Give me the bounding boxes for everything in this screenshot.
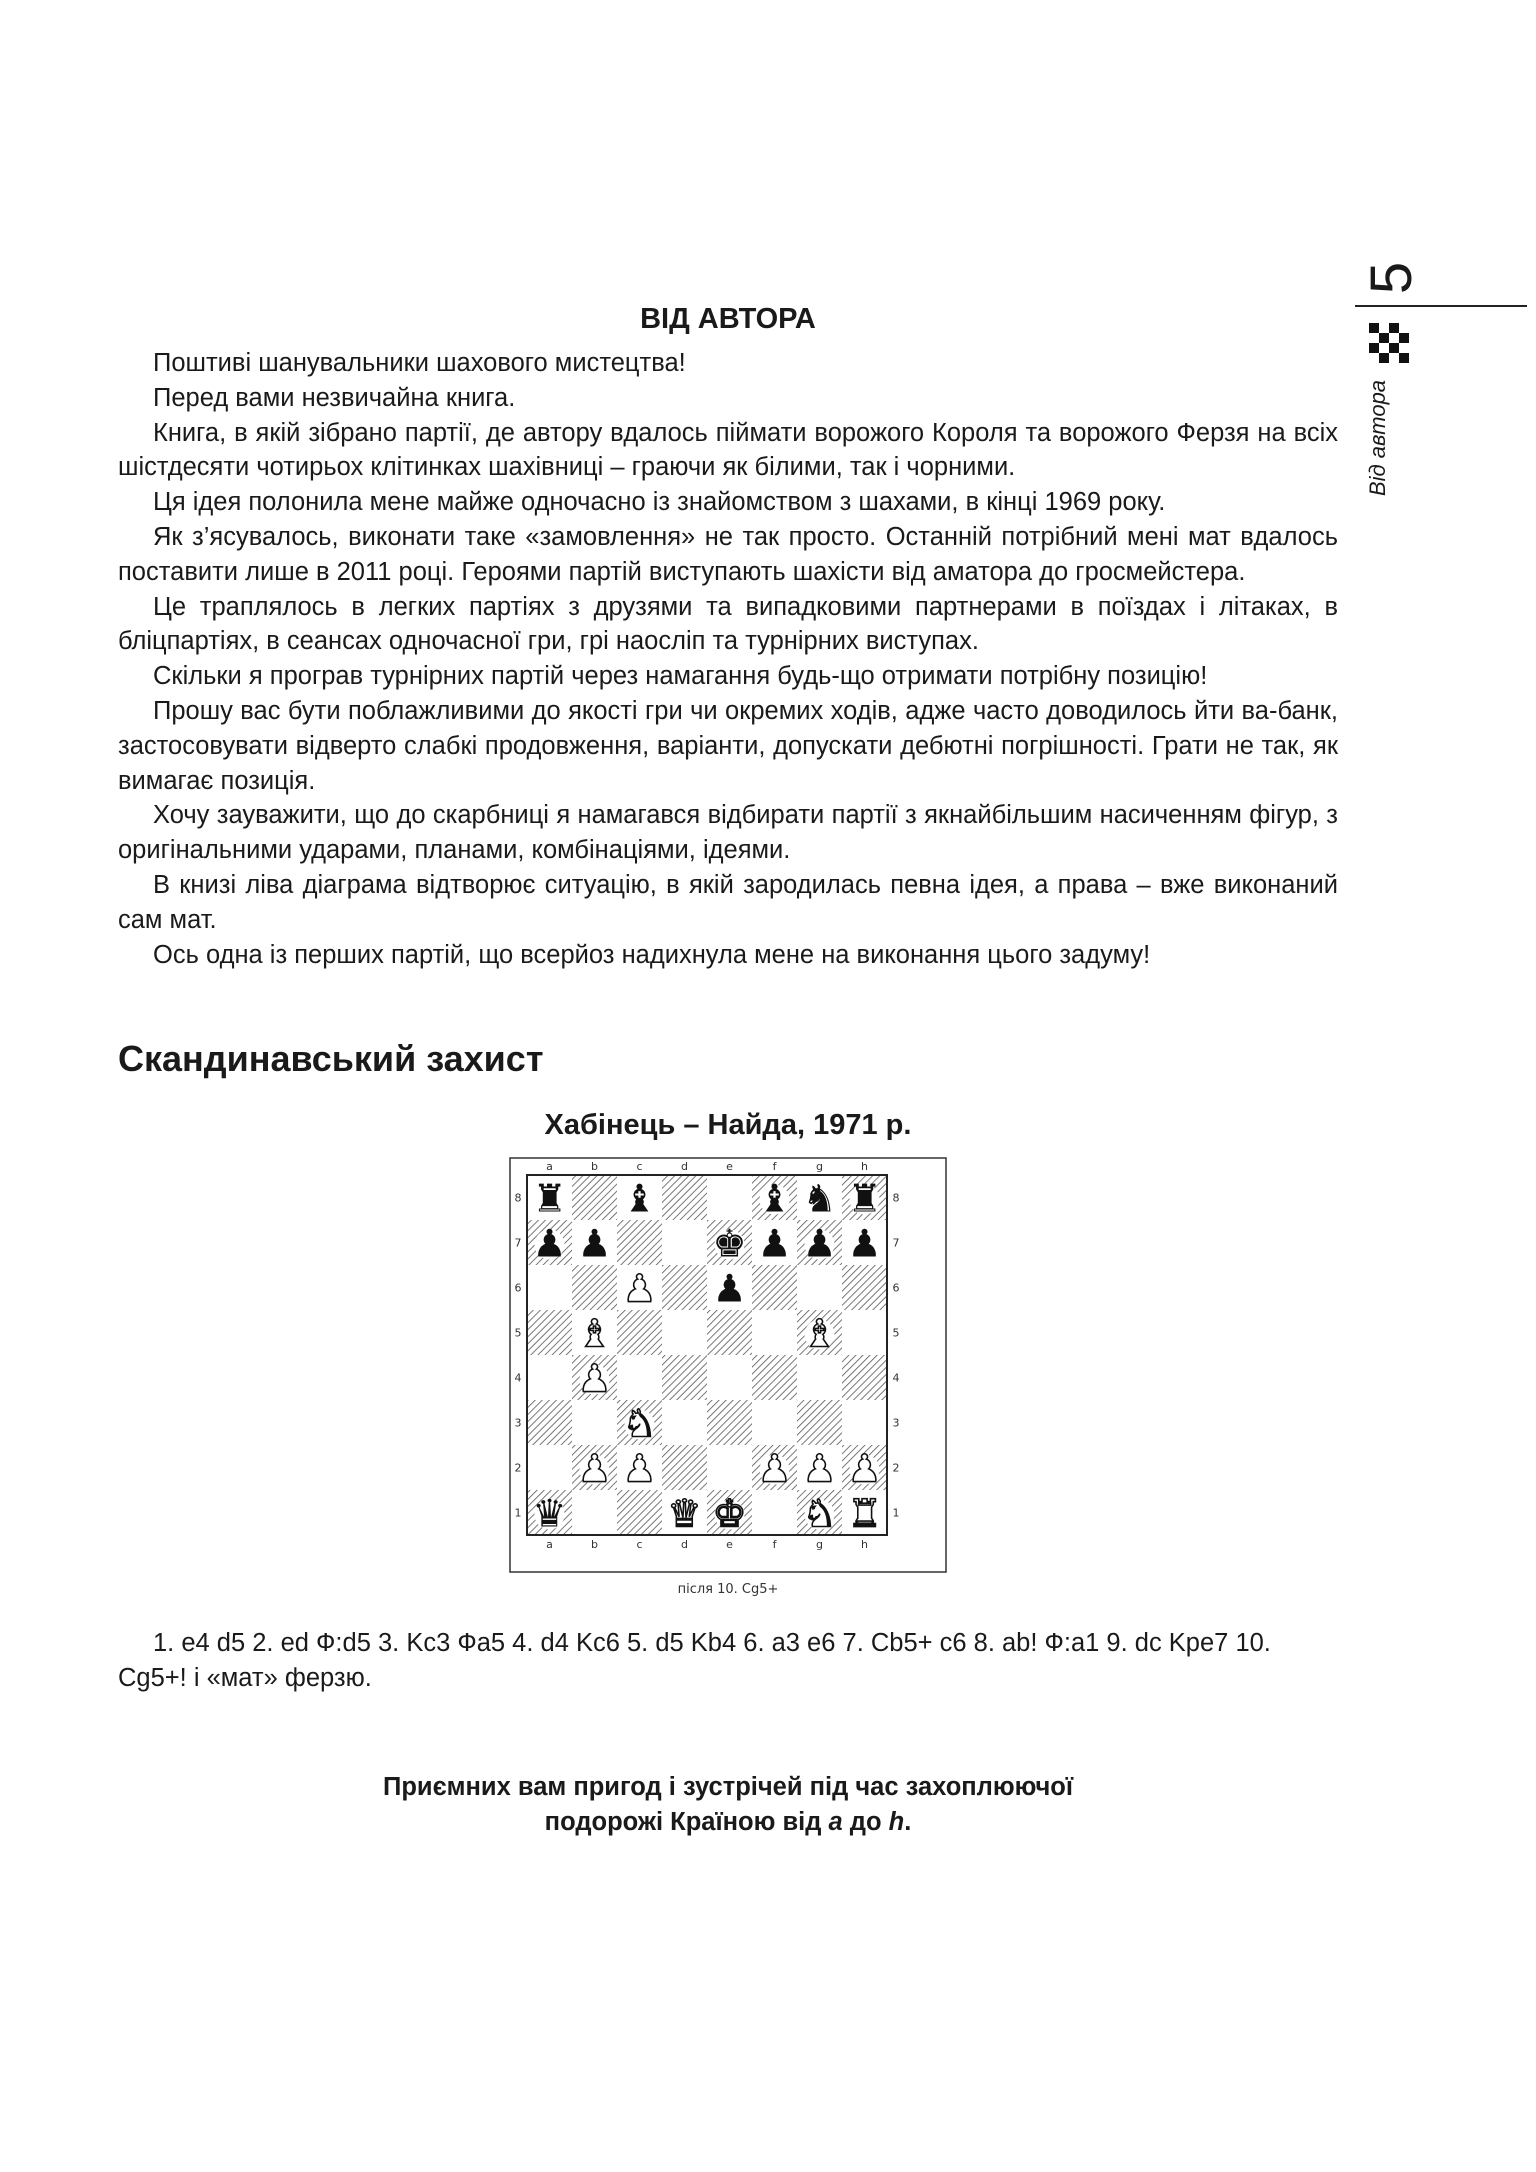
black-pawn-icon: ♟ [577, 1221, 612, 1266]
rank-label-left: 5 [514, 1326, 522, 1340]
square-f1 [752, 1490, 797, 1535]
rank-label-right: 1 [892, 1506, 900, 1520]
square-e4 [707, 1355, 752, 1400]
square-d5 [662, 1310, 707, 1355]
white-pawn-icon: ♟ [622, 1446, 657, 1491]
rank-label-right: 3 [892, 1416, 900, 1430]
square-b3 [572, 1400, 617, 1445]
file-label-bottom: h [861, 1538, 868, 1551]
rank-label-right: 6 [892, 1281, 900, 1295]
square-b1 [572, 1490, 617, 1535]
paragraph: Це траплялось в легких партіях з друзями та випадковими партнерами в поїздах і літаках, в бліцпартіях, в сеансах одночасної гри, грі наосліп та турнірних виступах. [118, 592, 1338, 656]
white-pawn-icon: ♟ [622, 1266, 657, 1311]
paragraph: Як з’ясувалось, виконати таке «замовлення» не так просто. Останній потрібний мені мат вдалось поставити лише в 2011 році. Героями партій виступають шахісти від аматора до гросмейстера. [118, 522, 1338, 586]
section-title: ВІД АВТОРА [640, 303, 816, 335]
paragraph: В книзі ліва діаграма відтворює ситуацію, в якій зародилась певна ідея, а права – вже виконаний сам мат. [118, 870, 1338, 934]
rank-label-left: 1 [514, 1506, 522, 1520]
paragraph: Хочу зауважити, що до скарбниці я намагався відбирати партії з якнайбільшим насиченням фігур, з оригінальними ударами, планами, комбінаціями, ідеями. [118, 801, 1338, 865]
paragraph: Скільки я програв турнірних партій через намагання будь-що отримати потрібну позицію! [153, 662, 1208, 691]
square-a4 [527, 1355, 572, 1400]
rank-label-left: 8 [514, 1191, 522, 1205]
paragraph: Ось одна із перших партій, що всерйоз надихнула мене на виконання цього задуму! [153, 940, 1151, 969]
closing-text: подорожі Країною від [544, 1808, 829, 1836]
square-h6 [842, 1265, 887, 1310]
closing-file-a: а [828, 1808, 843, 1836]
file-label-bottom: g [816, 1538, 823, 1551]
paragraph: Поштиві шанувальники шахового мистецтва! [153, 349, 686, 377]
square-d2 [662, 1445, 707, 1490]
white-knight-icon: ♞ [622, 1401, 657, 1446]
closing-line-2 [118, 1805, 1338, 1840]
diagram-caption: після 10. Cg5+ [677, 1582, 779, 1597]
square-c7 [617, 1220, 662, 1265]
white-bishop-icon: ♝ [577, 1311, 612, 1356]
paragraph: Прошу вас бути поблажливими до якості гри чи окремих ходів, адже часто доводилось йти ва-банк, застосовувати відверто слабкі продовження, варіанти, допускати дебютні погрішності. Грати не так, як вимагає позиція. [118, 696, 1338, 795]
square-f4 [752, 1355, 797, 1400]
black-bishop-icon: ♝ [757, 1176, 792, 1221]
black-pawn-icon: ♟ [532, 1221, 567, 1266]
white-pawn-icon: ♟ [802, 1446, 837, 1491]
black-bishop-icon: ♝ [622, 1176, 657, 1221]
white-pawn-icon: ♟ [847, 1446, 882, 1491]
file-label-top: h [861, 1160, 868, 1173]
square-a2 [527, 1445, 572, 1490]
rank-label-right: 8 [892, 1191, 900, 1205]
rank-label-right: 5 [892, 1326, 900, 1340]
square-h3 [842, 1400, 887, 1445]
opening-title: Скандинавський захист [118, 1038, 544, 1079]
page-number: 5 [1359, 261, 1424, 295]
square-a3 [527, 1400, 572, 1445]
file-label-bottom: c [636, 1538, 643, 1551]
file-label-top: a [546, 1160, 553, 1173]
square-g6 [797, 1265, 842, 1310]
square-d6 [662, 1265, 707, 1310]
chessboard [509, 1157, 947, 1602]
rank-label-left: 4 [514, 1371, 522, 1385]
square-d7 [662, 1220, 707, 1265]
rank-label-right: 4 [892, 1371, 900, 1385]
file-label-top: e [726, 1160, 733, 1173]
side-rule-divider [1355, 305, 1527, 307]
game-title: Хабінець – Найда, 1971 р. [544, 1109, 912, 1141]
black-pawn-icon: ♟ [712, 1266, 747, 1311]
game-moves [118, 1626, 1338, 1696]
paragraph: Книга, в якій зібрано партії, де автору вдалось піймати ворожого Короля та ворожого Ферзя на всіх шістдесяти чотирьох клітинках шахівниці – граючи як білими, так і чорними. [118, 418, 1338, 482]
square-a6 [527, 1265, 572, 1310]
rank-label-right: 2 [892, 1461, 900, 1475]
file-label-top: g [816, 1160, 823, 1173]
rank-label-right: 7 [892, 1236, 900, 1250]
square-e2 [707, 1445, 752, 1490]
square-d8 [662, 1175, 707, 1220]
square-d3 [662, 1400, 707, 1445]
white-bishop-icon: ♝ [802, 1311, 837, 1356]
file-label-bottom: f [772, 1538, 777, 1551]
chess-diagram [509, 1157, 947, 1602]
closing-file-h: h [888, 1808, 905, 1836]
rank-label-left: 7 [514, 1236, 522, 1250]
square-h5 [842, 1310, 887, 1355]
moves-text: 1. e4 d5 2. ed Ф:d5 3. Kc3 Фа5 4. d4 Kc6 5. d5 Kb4 6. a3 e6 7. Cb5+ c6 8. ab! Ф:a1 9. dc Kpe7 10. Cg5+! і «мат» ферзю. [118, 1629, 1271, 1692]
black-pawn-icon: ♟ [802, 1221, 837, 1266]
black-pawn-icon: ♟ [757, 1221, 792, 1266]
closing-text: до [842, 1808, 889, 1836]
white-pawn-icon: ♟ [577, 1356, 612, 1401]
square-f3 [752, 1400, 797, 1445]
square-c1 [617, 1490, 662, 1535]
square-b8 [572, 1175, 617, 1220]
black-queen-icon: ♛ [532, 1491, 567, 1536]
white-rook-icon: ♜ [847, 1491, 882, 1536]
white-pawn-icon: ♟ [577, 1446, 612, 1491]
square-b6 [572, 1265, 617, 1310]
square-e3 [707, 1400, 752, 1445]
file-label-top: b [591, 1160, 598, 1173]
rank-label-left: 3 [514, 1416, 522, 1430]
rank-label-left: 6 [514, 1281, 522, 1295]
file-label-top: c [636, 1160, 643, 1173]
square-a5 [527, 1310, 572, 1355]
white-knight-icon: ♞ [802, 1491, 837, 1536]
square-f5 [752, 1310, 797, 1355]
square-e8 [707, 1175, 752, 1220]
file-label-bottom: b [591, 1538, 598, 1551]
file-label-top: d [681, 1160, 688, 1173]
paragraph: Перед вами незвичайна книга. [153, 383, 516, 412]
square-g4 [797, 1355, 842, 1400]
white-pawn-icon: ♟ [757, 1446, 792, 1491]
paragraph: Ця ідея полонила мене майже одночасно із знайомством з шахами, в кінці 1969 року. [153, 488, 1166, 517]
square-c4 [617, 1355, 662, 1400]
square-h4 [842, 1355, 887, 1400]
closing-line-1: Приємних вам пригод і зустрічей під час захоплюючої [382, 1773, 1074, 1801]
black-king-icon: ♚ [712, 1221, 747, 1266]
square-e5 [707, 1310, 752, 1355]
black-pawn-icon: ♟ [847, 1221, 882, 1266]
square-g3 [797, 1400, 842, 1445]
square-c5 [617, 1310, 662, 1355]
running-head: Від автора [1365, 379, 1390, 497]
file-label-bottom: d [681, 1538, 688, 1551]
white-queen-icon: ♛ [667, 1491, 702, 1536]
square-d4 [662, 1355, 707, 1400]
square-f6 [752, 1265, 797, 1310]
file-label-top: f [772, 1160, 777, 1173]
black-rook-icon: ♜ [847, 1176, 882, 1221]
closing-text: . [904, 1808, 912, 1836]
author-foreword [118, 346, 1338, 972]
file-label-bottom: a [546, 1538, 553, 1551]
file-label-bottom: e [726, 1538, 733, 1551]
black-knight-icon: ♞ [802, 1176, 837, 1221]
closing-wish [118, 1770, 1338, 1840]
white-king-icon: ♚ [712, 1491, 747, 1536]
rank-label-left: 2 [514, 1461, 522, 1475]
black-rook-icon: ♜ [532, 1176, 567, 1221]
